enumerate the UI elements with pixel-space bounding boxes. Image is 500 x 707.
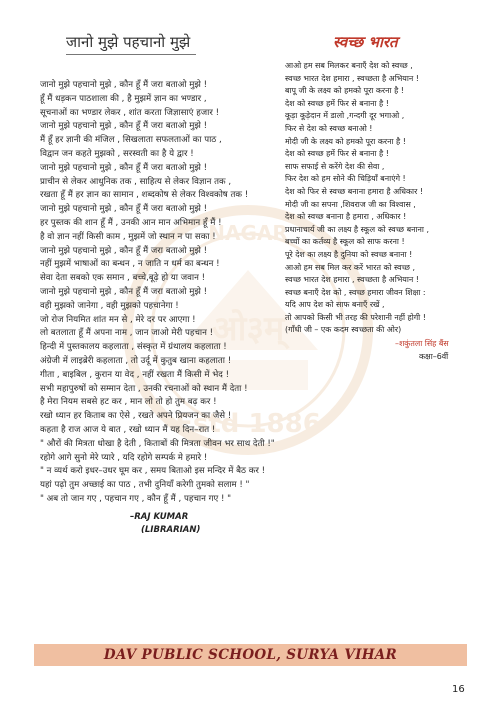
- school-name: DAV PUBLIC SCHOOL, SURYA VIHAR: [103, 647, 398, 663]
- poem-line: मैं हूँ हर ज्ञानी की मंजिल , सिखलाता सफलताओं का पाठ ,: [40, 135, 222, 146]
- poem-line: है मेरा नियम सबसे हट कर , मान लो तो हो तुम बढ़ कर !: [40, 397, 217, 408]
- swachh-line: आओ हम सब मिल कर करें भारत को स्वच्छ ,: [285, 262, 415, 272]
- title-underline: [66, 54, 196, 55]
- poem-lines: [40, 79, 310, 507]
- poem-author: –RAJ KUMAR: [130, 511, 189, 522]
- poem-line: हूँ मैं धड़कन पाठशाला की , है मुझमें ज्ञान का भण्डार ,: [40, 93, 207, 104]
- swachh-line: बापू जी के लक्ष्य को हमको पूरा करना है !: [285, 86, 404, 96]
- swachh-line: देश को फिर से स्वच्छ बनाना हमारा है अधिकार !: [285, 186, 423, 196]
- swachh-class: कक्षा–6वीं: [419, 352, 449, 362]
- poem-line: अंग्रेजी में लाइब्रेरी कहलाता , तो उर्दू में कुतुब खाना कहलाता !: [40, 355, 232, 366]
- poem-line: जानो मुझे पहचानो मुझे , कौन हूँ मैं जरा बताओ मुझे !: [40, 204, 208, 215]
- swachh-line: स्वच्छ भारत देश हमारा , स्वच्छता है अभियान !: [285, 275, 419, 285]
- poem-line: जानो मुझे पहचानो मुझे , कौन हूँ मैं जरा बताओ मुझे !: [40, 162, 208, 173]
- swachh-line: देश को स्वच्छ हमें फिर से बनाना है !: [285, 149, 389, 159]
- poem-line: जानो मुझे पहचानो मुझे , कौन हूँ मैं जरा बताओ मुझे !: [40, 286, 208, 297]
- poem-line: जानो मुझे पहचानो मुझे , कौन हूँ मैं जरा बताओ मुझे !: [40, 121, 208, 132]
- swachh-line: स्वच्छ बनाएँ देश को , स्वच्छ हमारा जीवन शिक्षा :: [285, 287, 426, 297]
- swachh-line: फिर से देश को स्वच्छ बनाओ !: [285, 123, 373, 133]
- poem-line: जो रोज नियमित शांत मन से , मेरे दर पर आएगा !: [40, 314, 196, 325]
- poem-line: रहोगे आगे सुनो मेरे प्यारे , यदि रहोगे सम्पर्क मे हमारे !: [40, 452, 208, 463]
- poem-line: रखता हूँ मैं हर ज्ञान का सामान , शब्दकोष से लेकर विश्वकोष तक !: [40, 190, 249, 201]
- swachh-line: आओ हम सब मिलकर बनाएँ देश को स्वच्छ ,: [285, 61, 413, 70]
- swachh-line: देश को स्वच्छ बनाना है हमारा , अधिकार !: [285, 212, 407, 222]
- poem-line: लो बतलाता हूँ मैं अपना नाम , जान जाओ मेरी पहचान !: [40, 328, 214, 339]
- poem-author-role: (LIBRARIAN): [141, 524, 201, 535]
- watermark-text-top: NAGAR: [208, 221, 288, 245]
- poem-line: वही मुझको जानेगा , वही मुझको पहचानेगा !: [40, 300, 179, 311]
- swachh-line: साफ सफाई से करेंगे देश की सेवा ,: [285, 161, 385, 171]
- poem-line: " न व्यर्थ करो इधर–उधर घूम कर , समय बिताओ इस मन्दिर में बैठ कर !: [40, 466, 266, 477]
- watermark-text-mid: ओ३म्: [211, 309, 285, 349]
- swachh-line: प्रधानाचार्य जी का लक्ष्य है स्कूल को स्वच्छ बनाना ,: [285, 224, 429, 234]
- page-number: 16: [452, 684, 465, 695]
- swachh-bharat-lines: [285, 60, 485, 337]
- poem-line: " औरों की मित्रता धोखा है देती , किताबों की मित्रता जीवन भर साथ देती !": [40, 438, 275, 449]
- swachh-bharat-section: [285, 32, 485, 363]
- poem-line: जानो मुझे पहचानो मुझे , कौन हूँ मैं जरा बताओ मुझे !: [40, 80, 208, 90]
- swachh-line: मोदी जी का सपना ,शिवराज जी का विश्वास ,: [285, 199, 416, 209]
- poem-line: प्राचीन से लेकर आधुनिक तक , साहित्य से लेकर विज्ञान तक ,: [40, 176, 232, 187]
- swachh-author: –शकुंतला सिंह बैंस: [395, 339, 449, 349]
- swachh-bharat-title: स्वच्छ भारत: [333, 33, 398, 51]
- swachh-line: कूड़ा कूड़ेदान में डालो ,गन्दगी दूर भगाओ ,: [285, 111, 405, 121]
- poem-line: विद्वान जन कहते मुझको , सरस्वती का है ये द्वार !: [40, 148, 194, 159]
- poem-line: नहीं मुझमें भाषाओं का बन्धन , न जाति न धर्म का बन्धन !: [40, 259, 220, 270]
- poem-section: [40, 32, 310, 537]
- poem-line: कहता है राज आज ये बात , रखो ध्यान मैं यह दिन–रात !: [40, 424, 216, 435]
- poem-line: हर पुस्तक की शान हूँ मैं , उनकी आन मान अभिमान हूँ मैं !: [40, 217, 222, 228]
- poem-line: सभी महापुरुषों को सम्मान देता , उनकी रचनाओं को स्थान मैं देता !: [40, 383, 248, 394]
- poem-line: " अब तो जान गए , पहचान गए , कौन हूँ मैं , पहचान गए ! ": [40, 493, 232, 504]
- swachh-line: देश को स्वच्छ हमें फिर से बनाना है !: [285, 98, 389, 108]
- swachh-byline: [395, 337, 485, 351]
- swachh-line: स्वच्छ भारत देश हमारा , स्वच्छता है अभियान !: [285, 73, 419, 83]
- watermark-text-bottom: Estd 1886: [175, 409, 321, 439]
- poem-line: जानो मुझे पहचानो मुझे , कौन हूँ मैं जरा बताओ मुझे !: [40, 245, 208, 256]
- swachh-line: मोदी जी के लक्ष्य को हमको पूरा करना है !: [285, 136, 406, 146]
- poem-title: जानो मुझे पहचानो मुझे: [66, 33, 191, 51]
- school-name-banner: [34, 644, 467, 666]
- swachh-line: (गाँधी जी – एक कदम स्वच्छता की ओर): [285, 325, 402, 335]
- swachh-line: बच्चों का कर्तव्य है स्कूल को साफ करना !: [285, 237, 405, 247]
- swachh-line: यदि आप देश को साफ बनाएँ रखें ,: [285, 300, 385, 310]
- swachh-line: पूरे देश का लक्ष्य है दुनिया को स्वच्छ बनाना !: [285, 249, 413, 259]
- poem-line: यहां पढ़ो तुम अच्छाई का पाठ , तभी दुनियाँ करेगी तुमको सलाम ! ": [40, 480, 250, 491]
- swachh-line: फिर देश को हम सोने की चिड़ियाँ बनाएंगे !: [285, 174, 406, 184]
- poem-line: सेवा देता सबको एक समान , बच्चे,बूढ़े हो या जवान !: [40, 273, 206, 284]
- poem-line: रखो ध्यान हर किताब का ऐसे , रखते अपने प्रियजन का जैसे !: [40, 411, 232, 422]
- poem-line: सूचनाओं का भण्डार लेकर , शांत करता जिज्ञासाएं हजार !: [40, 107, 220, 118]
- poem-line: है वो ज्ञान नहीं किसी काम , मुझमें जो स्थान न पा सका !: [40, 231, 216, 242]
- swachh-line: तो आपको किसी भी तरह की परेशानी नहीं होगी !: [285, 312, 426, 322]
- poem-line: गीता , बाइबिल , कुरान या वेद , नहीं रखता मैं किसी में भेद !: [40, 369, 230, 380]
- poem-line: हिन्दी में पुस्तकालय कहलाता , संस्कृत में ग्रंथालय कहलाता !: [40, 342, 227, 353]
